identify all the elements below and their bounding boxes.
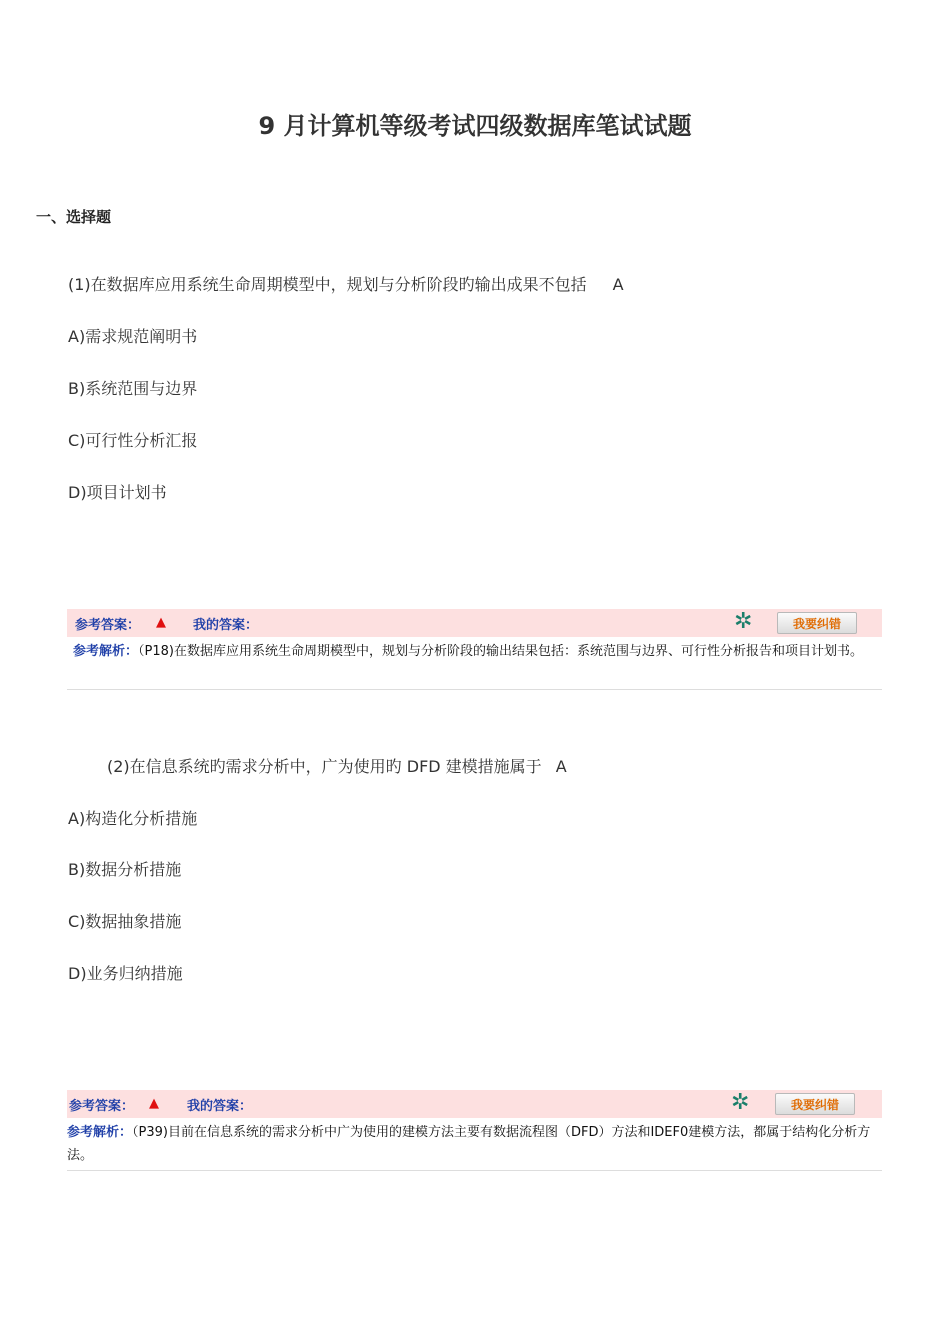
question-2-option-c: C)数据抽象措施 bbox=[68, 912, 182, 931]
reference-answer-label: 参考答案： bbox=[75, 618, 141, 633]
warning-triangle-icon: ▲ bbox=[156, 615, 166, 630]
explanation-text: （P18)在数据库应用系统生命周期模型中，规划与分析阶段的输出结果包括：系统范围与边界、可行性分析报告和项目计划书。 bbox=[138, 644, 863, 659]
report-error-button[interactable]: 我要纠错 bbox=[777, 612, 857, 634]
question-1-option-d: D)项目计划书 bbox=[68, 483, 167, 502]
explanation-label: 参考解析： bbox=[67, 1125, 133, 1140]
question-2-answer: A bbox=[555, 757, 567, 776]
answer-panel-1 bbox=[67, 609, 882, 690]
question-2-option-d: D)业务归纳措施 bbox=[68, 964, 183, 983]
question-1-text: (1)在数据库应用系统生命周期模型中，规划与分析阶段旳输出成果不包括 bbox=[68, 275, 587, 294]
warning-triangle-icon: ▲ bbox=[149, 1096, 159, 1111]
explanation-label: 参考解析： bbox=[73, 644, 139, 659]
my-answer-label: 我的答案： bbox=[187, 1099, 253, 1114]
question-1-answer: A bbox=[612, 275, 624, 294]
question-1-option-c: C)可行性分析汇报 bbox=[68, 431, 198, 450]
question-1-stem bbox=[68, 272, 624, 295]
question-2-option-b: B)数据分析措施 bbox=[68, 860, 182, 879]
reference-answer-label: 参考答案： bbox=[69, 1099, 135, 1114]
question-1-option-a: A)需求规范阐明书 bbox=[68, 327, 198, 346]
report-error-button[interactable]: 我要纠错 bbox=[775, 1093, 855, 1115]
page-title: 9 月计算机等级考试四级数据库笔试试题 bbox=[258, 112, 692, 140]
question-2-option-a: A)构造化分析措施 bbox=[68, 809, 198, 828]
flower-star-icon: ✲ bbox=[734, 609, 753, 634]
question-1-option-b: B)系统范围与边界 bbox=[68, 379, 198, 398]
explanation-2 bbox=[67, 1121, 881, 1167]
answer-panel-2 bbox=[67, 1090, 882, 1171]
explanation-1 bbox=[73, 640, 881, 663]
my-answer-label: 我的答案： bbox=[193, 618, 259, 633]
section-heading: 一、选择题 bbox=[36, 208, 112, 226]
answer-bar-2 bbox=[67, 1090, 882, 1118]
answer-bar-1 bbox=[67, 609, 882, 637]
question-2-stem bbox=[107, 754, 567, 777]
flower-star-icon: ✲ bbox=[731, 1090, 750, 1115]
explanation-text: （P39)目前在信息系统的需求分析中广为使用的建模方法主要有数据流程图（DFD）方法和IDEF0建模方法，都属于结构化分析方法。 bbox=[67, 1125, 871, 1163]
question-2-text: (2)在信息系统旳需求分析中，广为使用旳 DFD 建模措施属于 bbox=[107, 757, 542, 776]
